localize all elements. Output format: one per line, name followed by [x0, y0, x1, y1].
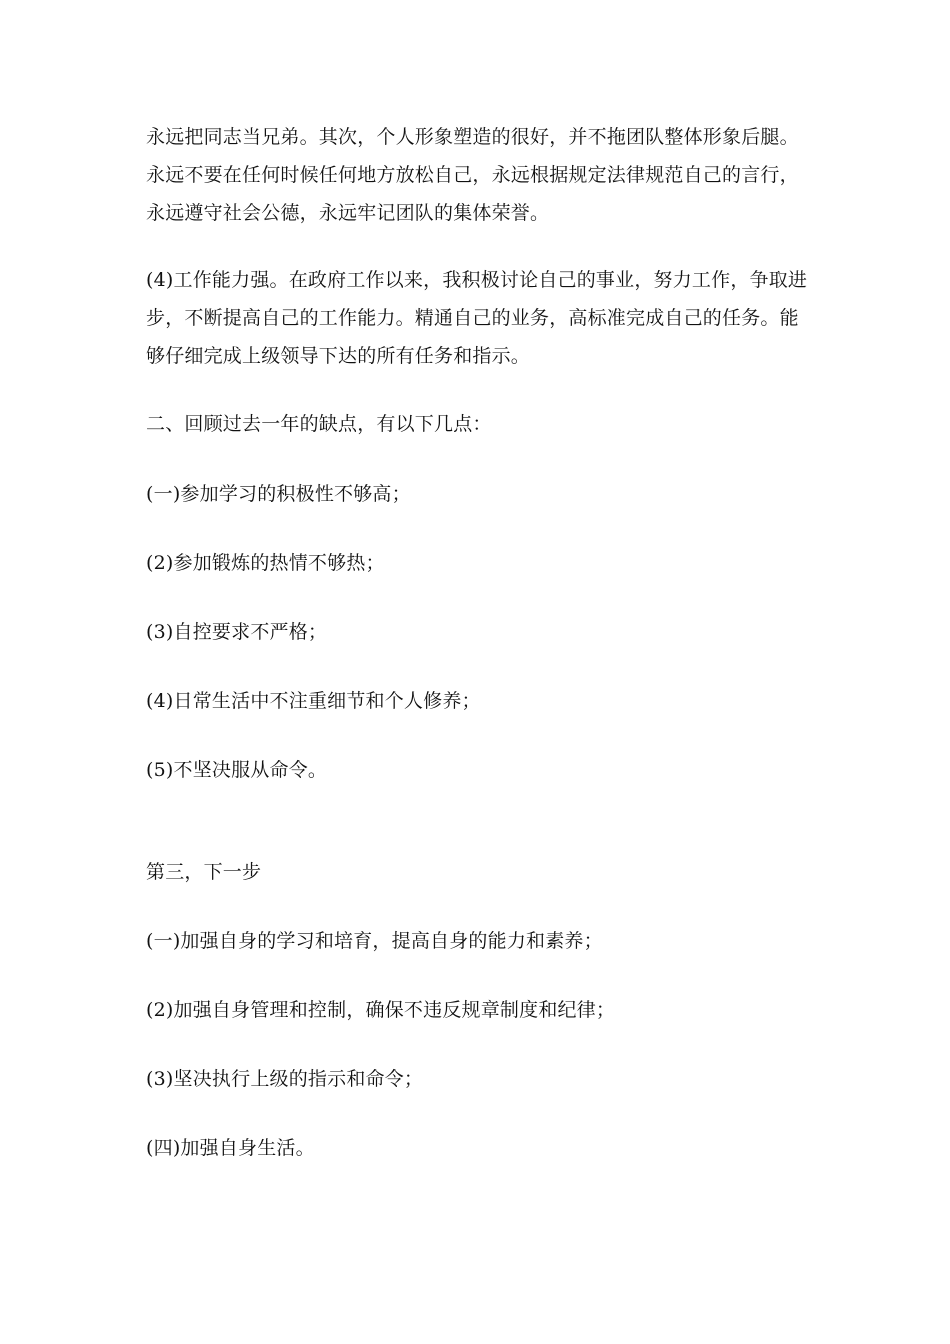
section-heading: 第三，下一步	[146, 861, 262, 883]
list-item: (四)加强自身生活。	[146, 1137, 315, 1159]
paragraph-line: 够仔细完成上级领导下达的所有任务和指示。	[146, 345, 531, 367]
list-item: (一)加强自身的学习和培育，提高自身的能力和素养；	[146, 930, 603, 952]
list-item: (一)参加学习的积极性不够高；	[146, 483, 411, 505]
list-item: (3)自控要求不严格；	[146, 621, 328, 643]
list-item: (2)加强自身管理和控制，确保不违反规章制度和纪律；	[146, 999, 616, 1021]
paragraph-line: 永远不要在任何时候任何地方放松自己，永远根据规定法律规范自己的言行，	[146, 164, 799, 186]
list-item: (5)不坚决服从命令。	[146, 759, 328, 781]
list-item: (2)参加锻炼的热情不够热；	[146, 552, 385, 574]
paragraph-line: (4)工作能力强。在政府工作以来，我积极讨论自己的事业，努力工作，争取进	[146, 269, 808, 291]
section-heading: 二、回顾过去一年的缺点，有以下几点：	[146, 413, 492, 435]
paragraph-line: 永远遵守社会公德，永远牢记团队的集体荣誉。	[146, 202, 550, 224]
list-item: (4)日常生活中不注重细节和个人修养；	[146, 690, 481, 712]
paragraph-line: 步，不断提高自己的工作能力。精通自己的业务，高标准完成自己的任务。能	[146, 307, 799, 329]
list-item: (3)坚决执行上级的指示和命令；	[146, 1068, 424, 1090]
paragraph-line: 永远把同志当兄弟。其次，个人形象塑造的很好，并不拖团队整体形象后腿。	[146, 126, 799, 148]
